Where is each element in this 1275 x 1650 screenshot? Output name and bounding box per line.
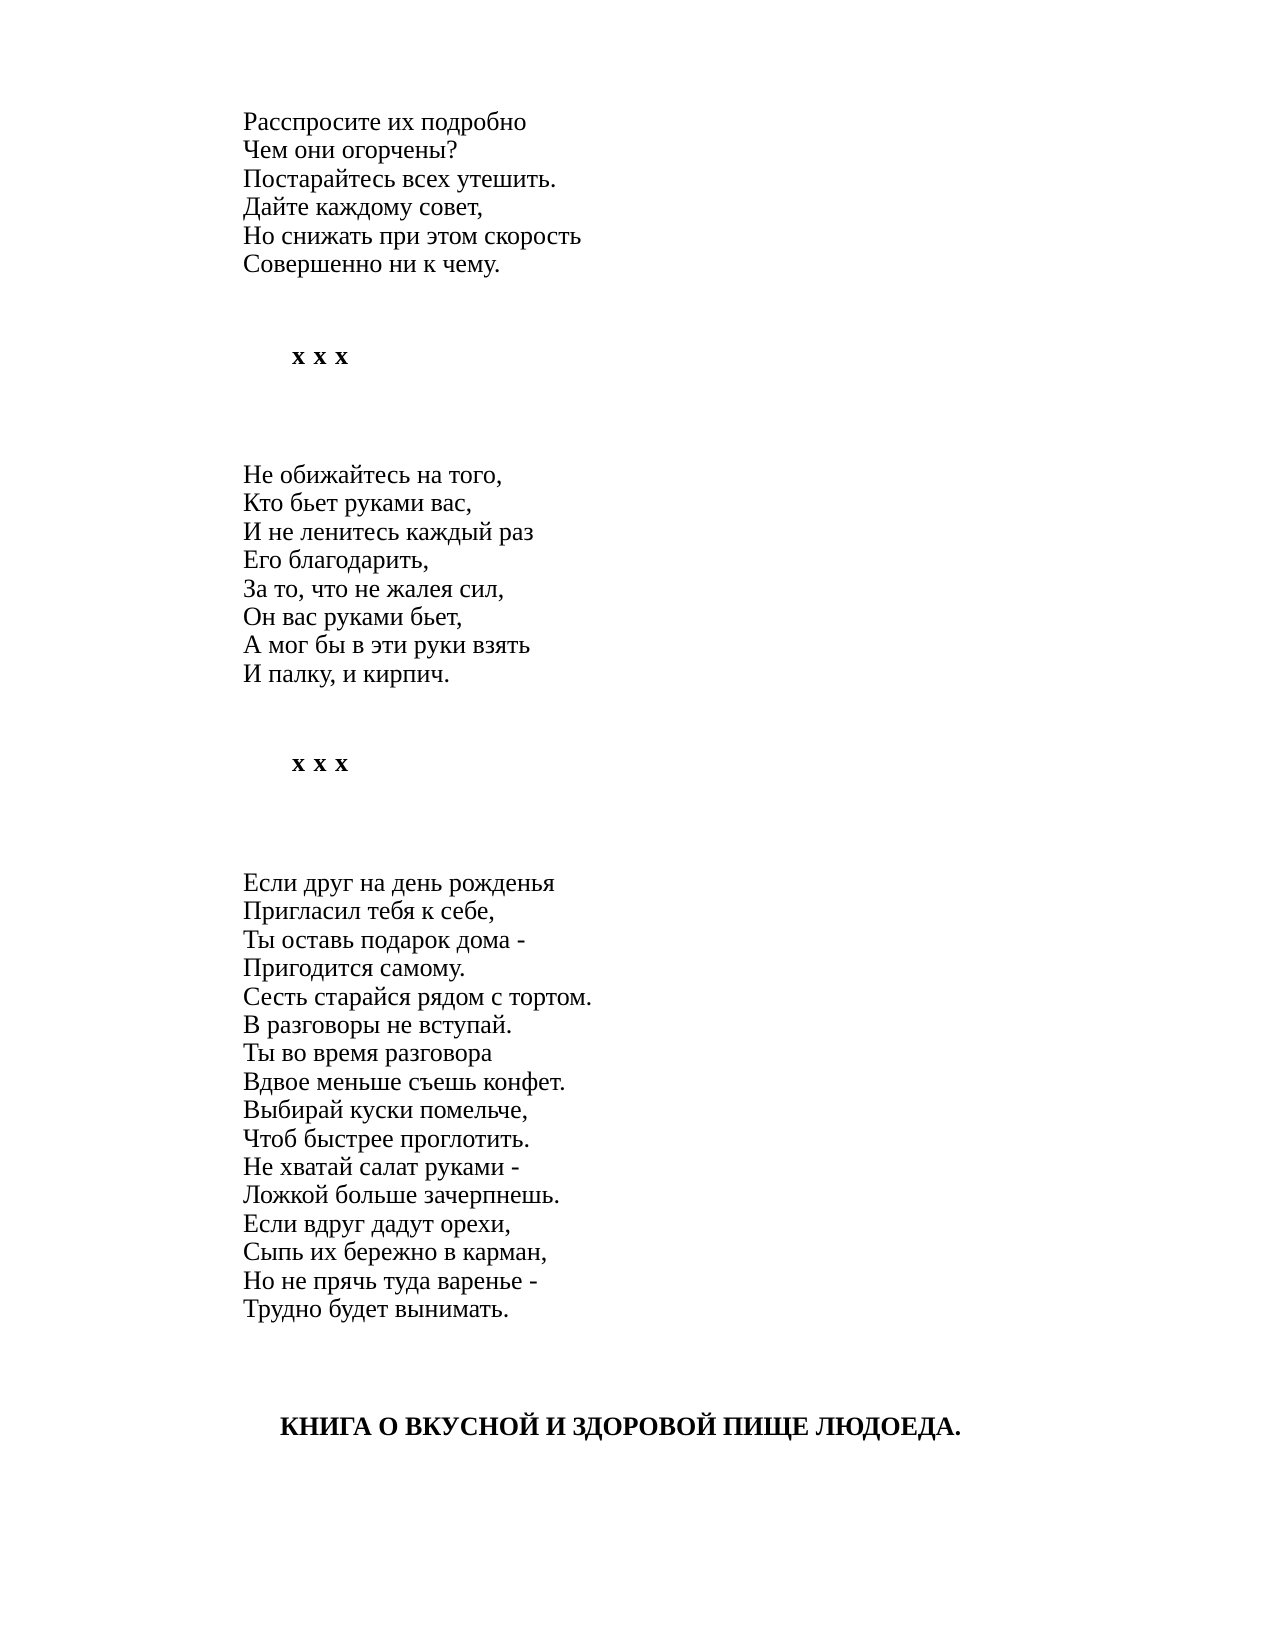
poem-line: За то, что не жалея сил, — [243, 573, 505, 603]
poem-line: Пригодится самому. — [243, 953, 466, 983]
poem-line: Трудно будет вынимать. — [243, 1294, 510, 1324]
poem-line: Ложкой больше зачерпнешь. — [243, 1180, 560, 1210]
poem-line: Кто бьет руками вас, — [243, 488, 473, 518]
poem-line: Но снижать при этом скорость — [243, 220, 582, 250]
poem-line: А мог бы в эти руки взять — [243, 630, 531, 660]
poem-line: Пригласил тебя к себе, — [243, 896, 495, 926]
poem-line: Ты во время разговора — [243, 1038, 493, 1068]
poem-line: Сесть старайся рядом с тортом. — [243, 981, 593, 1011]
poem-stanza-1 — [243, 108, 581, 278]
poem-line: Не обижайтесь на того, — [243, 460, 503, 489]
poem-line: В разговоры не вступай. — [243, 1010, 513, 1040]
poem-line: Ты оставь подарок дома - — [243, 924, 526, 954]
poem-line: Не хватай салат руками - — [243, 1152, 520, 1182]
poem-line: И палку, и кирпич. — [243, 658, 450, 688]
poem-line: Постарайтесь всех утешить. — [243, 163, 557, 193]
poem-line: Чем они огорчены? — [243, 135, 458, 165]
section-separator-1: х х х — [292, 341, 349, 370]
poem-line: Если друг на день рожденья — [243, 868, 555, 897]
poem-line: Совершенно ни к чему. — [243, 249, 501, 279]
poem-stanza-3 — [243, 869, 592, 1324]
section-separator-2: х х х — [292, 748, 349, 777]
poem-stanza-2 — [243, 461, 534, 688]
book-title-heading: КНИГА О ВКУСНОЙ И ЗДОРОВОЙ ПИЩЕ ЛЮДОЕДА. — [280, 1412, 962, 1441]
poem-line: Сыпь их бережно в карман, — [243, 1237, 548, 1267]
poem-line: Он вас руками бьет, — [243, 602, 463, 632]
poem-line: Если вдруг дадут орехи, — [243, 1208, 511, 1238]
poem-line: Расспросите их подробно — [243, 107, 527, 136]
poem-line: Вдвое меньше съешь конфет. — [243, 1066, 566, 1096]
poem-line: И не ленитесь каждый раз — [243, 516, 534, 546]
poem-line: Чтоб быстрее проглотить. — [243, 1123, 531, 1153]
poem-line: Дайте каждому совет, — [243, 192, 484, 222]
poem-line: Но не прячь туда варенье - — [243, 1265, 538, 1295]
poem-line: Выбирай куски помельче, — [243, 1095, 529, 1125]
poem-line: Его благодарить, — [243, 545, 430, 575]
